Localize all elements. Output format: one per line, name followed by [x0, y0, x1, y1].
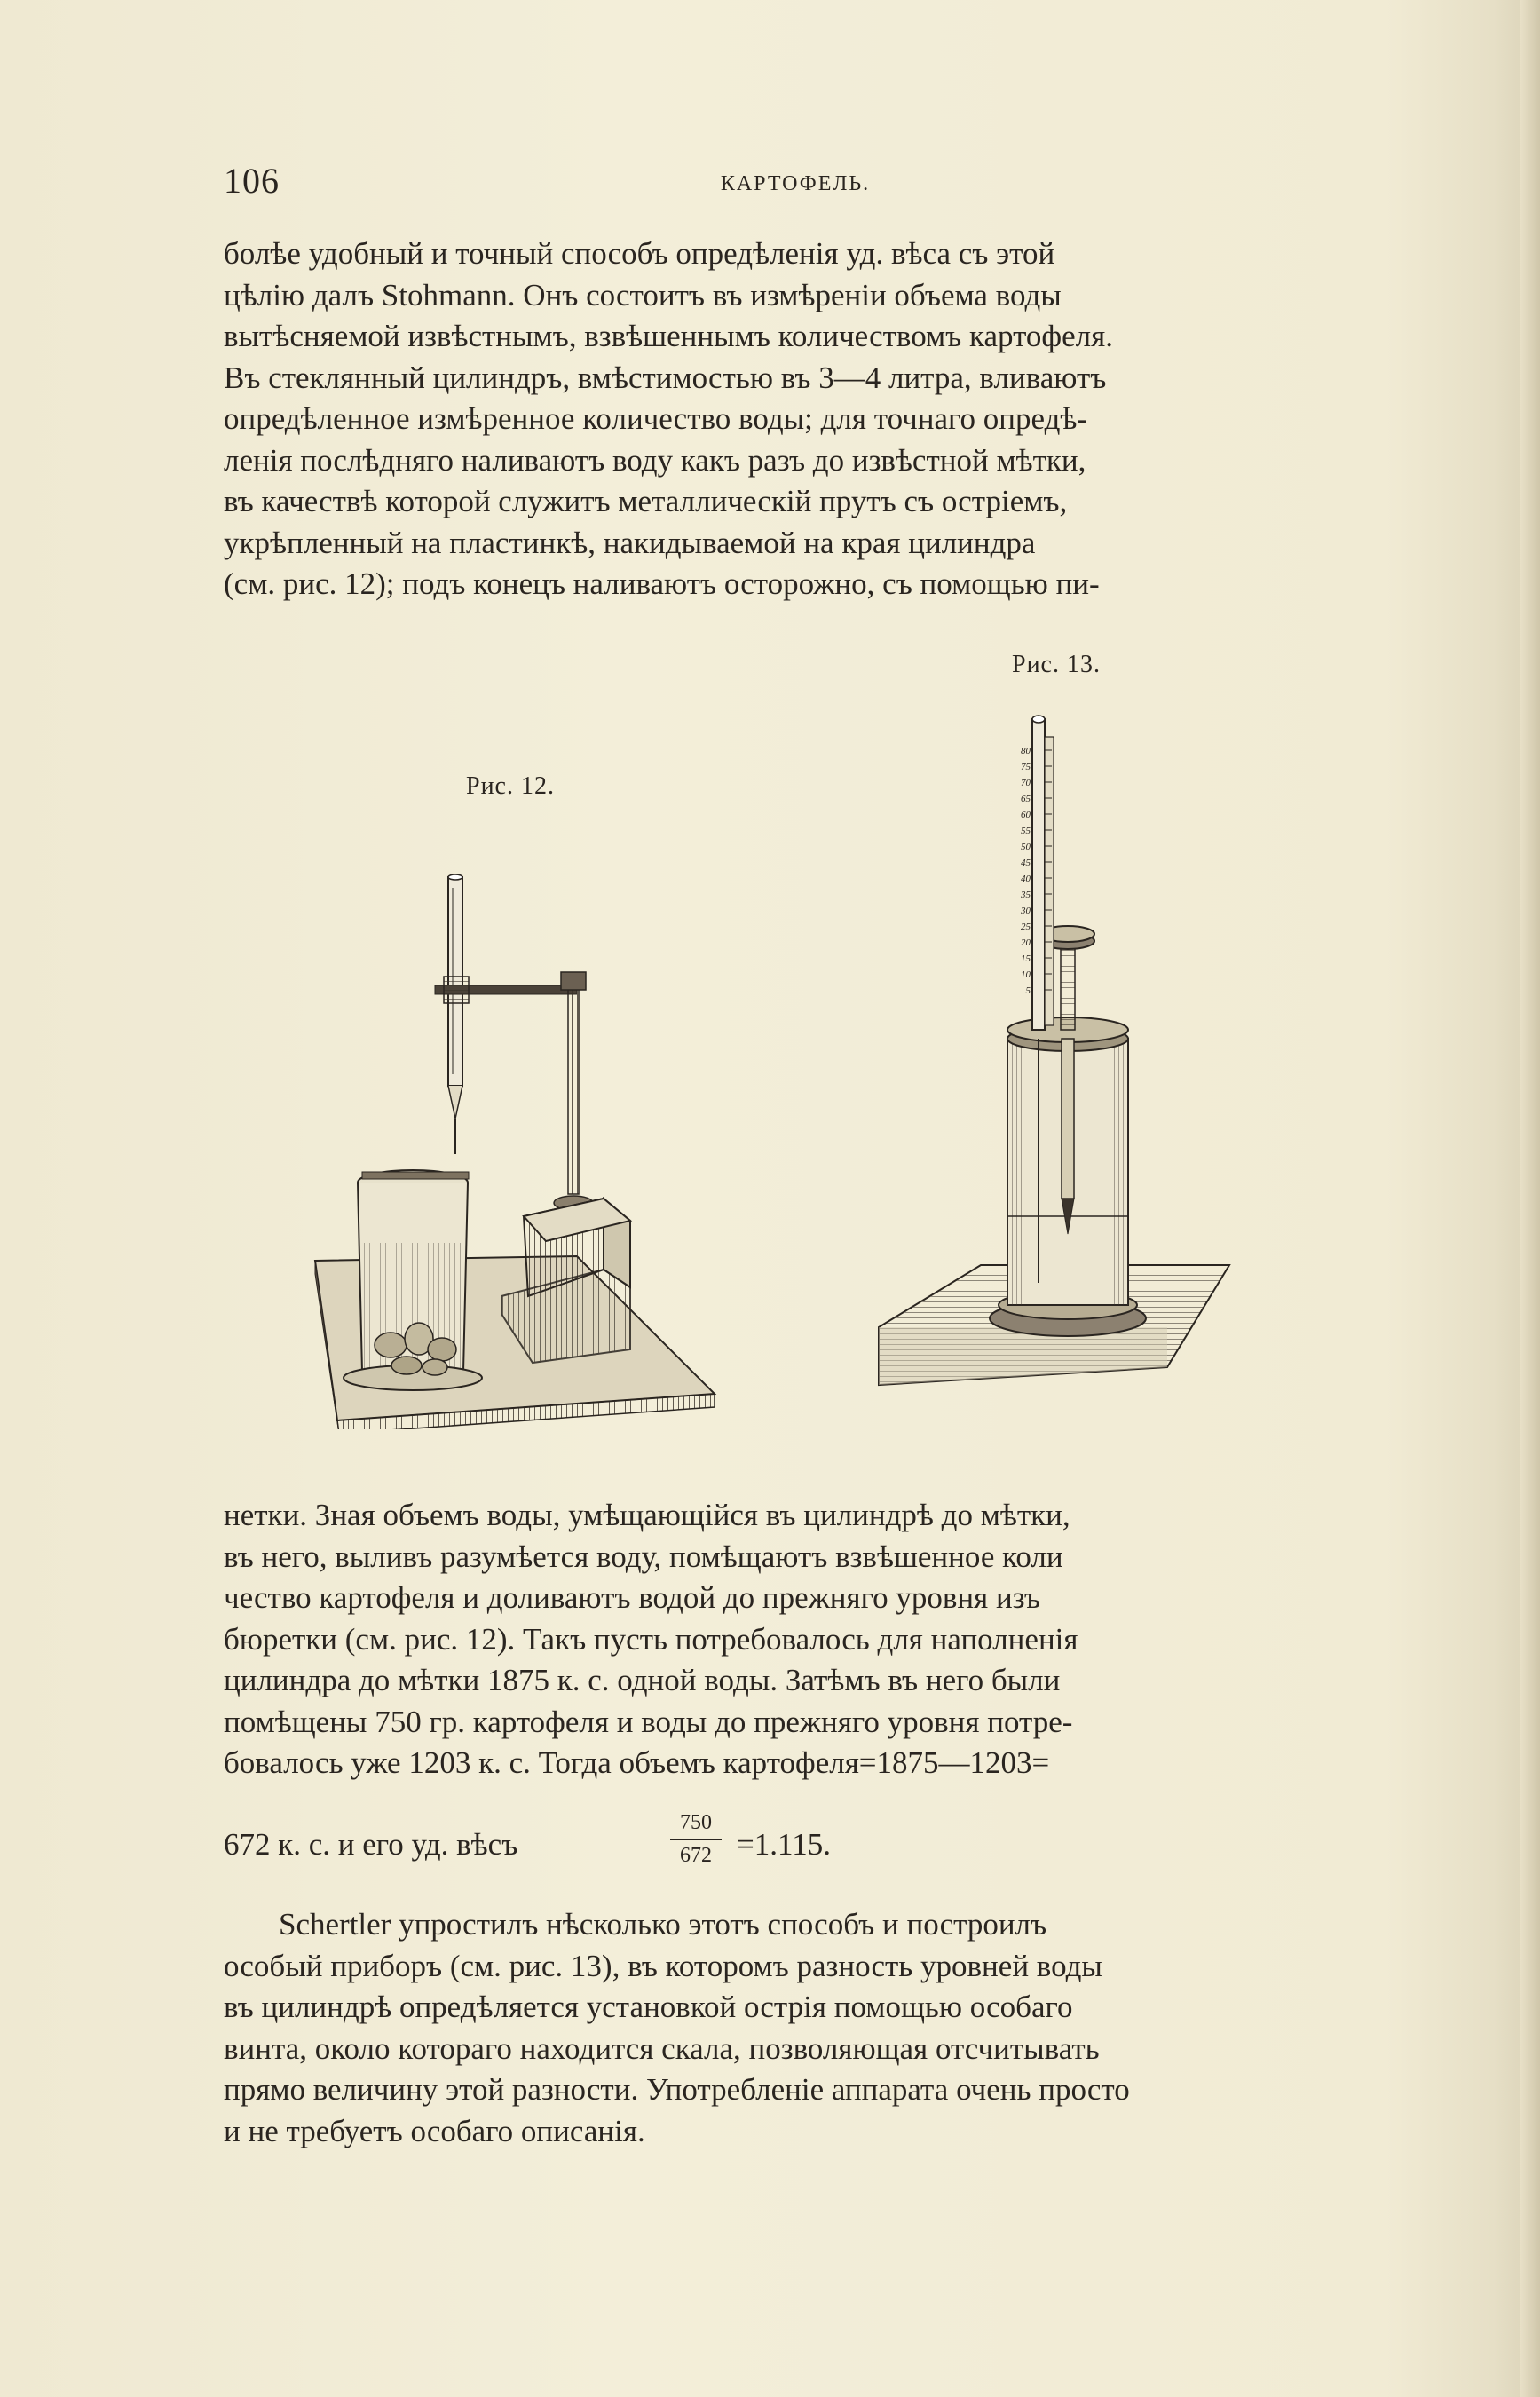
text-line: бовалось уже 1203 к. с. Тогда объемъ картофеля=1875—1203=: [224, 1745, 1050, 1780]
text-line: и не требуетъ особаго описанія.: [224, 2113, 645, 2148]
text-line: въ цилиндрѣ опредѣляется установкой острія помощью особаго: [224, 1990, 1073, 2024]
figure-13-schertler-apparatus: [874, 710, 1247, 1403]
text-line: Schertler упростилъ нѣсколько этотъ способъ и построилъ: [279, 1907, 1047, 1942]
formula-result: =1.115.: [737, 1827, 831, 1862]
running-title: КАРТОФЕЛЬ.: [720, 172, 871, 195]
scale-label: 40: [1021, 874, 1031, 884]
formula-fraction: [670, 1811, 722, 1868]
text-line: ленія послѣдняго наливаютъ воду какъ разъ до извѣстной мѣтки,: [224, 442, 1086, 478]
page-number: 106: [224, 161, 280, 201]
specific-gravity-formula: [224, 1811, 1023, 1882]
text-line: бюретки (см. рис. 12). Такъ пусть потребовалось для наполненія: [224, 1621, 1078, 1657]
scale-label: 80: [1021, 746, 1031, 756]
figure-12-caption: Рис. 12.: [466, 772, 555, 800]
paragraph-schertler: [224, 1904, 1367, 2152]
paragraph-stohmann-method: [224, 233, 1367, 605]
text-line: Въ стеклянный цилиндръ, вмѣстимостью въ 3—4 литра, вливаютъ: [224, 360, 1107, 395]
scale-label: 10: [1021, 969, 1031, 980]
fraction-numerator: 750: [680, 1811, 712, 1834]
figure-13-caption: Рис. 13.: [1012, 651, 1101, 678]
scale-label: 20: [1021, 937, 1031, 948]
scale-label: 45: [1021, 858, 1031, 868]
formula-lead-text: 672 к. с. и его уд. вѣсъ: [224, 1827, 518, 1862]
fraction-bar: [670, 1839, 722, 1840]
figure-12-burette-apparatus: [311, 852, 719, 1429]
text-line: (см. рис. 12); подъ конецъ наливаютъ осторожно, съ помощью пи-: [224, 566, 1100, 601]
text-line: укрѣпленный на пластинкѣ, накидываемой на края цилиндра: [224, 525, 1036, 560]
text-line: прямо величину этой разности. Употребленіе аппарата очень просто: [224, 2072, 1130, 2107]
text-line: въ качествѣ которой служитъ металлическій прутъ съ остріемъ,: [224, 484, 1068, 518]
text-line: особый приборъ (см. рис. 13), въ которомъ разность уровней воды: [224, 1948, 1102, 1983]
scale-label: 65: [1021, 794, 1031, 804]
text-line: въ него, выливъ разумѣется воду, помѣщаютъ взвѣшенное коли: [224, 1539, 1063, 1574]
text-line: винта, около котораго находится скала, позволяющая отсчитывать: [224, 2030, 1100, 2066]
scale-label: 35: [1021, 890, 1031, 900]
scale-label: 50: [1021, 842, 1031, 852]
scale-label: 25: [1021, 922, 1031, 932]
scale-label: 5: [1025, 985, 1031, 996]
text-line: цѣлію далъ Stohmann. Онъ состоитъ въ измѣреніи объема воды: [224, 277, 1062, 312]
text-line: вытѣсняемой извѣстнымъ, взвѣшеннымъ количествомъ картофеля.: [224, 319, 1113, 353]
scale-label: 30: [1021, 906, 1031, 916]
page-header: [224, 160, 1367, 204]
scale-label: 60: [1021, 810, 1031, 820]
paragraph-calculation: [224, 1495, 1367, 1784]
text-line: опредѣленное измѣренное количество воды; для точнаго опредѣ-: [224, 401, 1088, 436]
text-line: цилиндра до мѣтки 1875 к. с. одной воды. Затѣмъ въ него были: [224, 1663, 1061, 1697]
fraction-denominator: 672: [680, 1844, 712, 1867]
text-line: чество картофеля и доливаютъ водой до прежняго уровня изъ: [224, 1580, 1041, 1615]
scale-label: 55: [1021, 826, 1031, 836]
text-line: нетки. Зная объемъ воды, умѣщающійся въ цилиндрѣ до мѣтки,: [224, 1498, 1070, 1532]
scale-label: 75: [1021, 762, 1031, 772]
page-edge-shadow: [1520, 0, 1540, 2397]
scale-label: 70: [1021, 778, 1031, 788]
scale-label: 15: [1021, 953, 1031, 964]
text-line: помѣщены 750 гр. картофеля и воды до прежняго уровня потре-: [224, 1704, 1073, 1739]
text-line: болѣе удобный и точный способъ опредѣленія уд. вѣса съ этой: [224, 236, 1055, 271]
